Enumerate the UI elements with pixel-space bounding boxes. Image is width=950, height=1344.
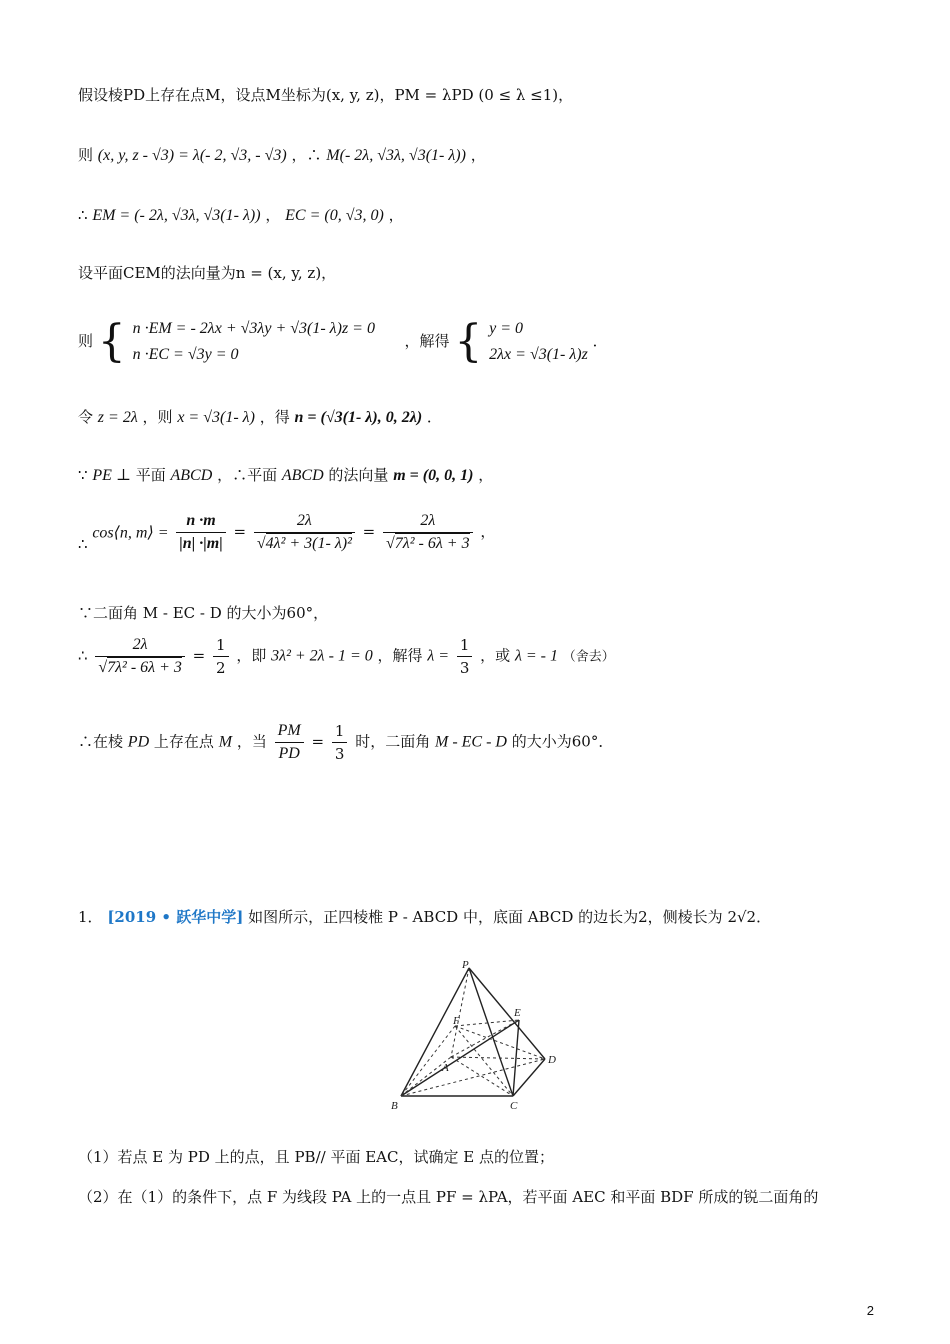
label-b: B xyxy=(391,1100,398,1112)
cos-fraction-1: $\frac{n \cdot m}{|n| \cdot|m|}$ xyxy=(176,512,225,553)
text-line-10: ∴ $\frac{2\lambda}{\text{√7λ² - 6λ + 3}}$ = $\frac{1}{2}$ ，即 3λ² + 2λ - 1 = 0 ，解得 λ = $\frac{1}{3}$ ，或 λ = - 1 （舍去） xyxy=(78,636,615,677)
equation-lambda: (x, y, z - √3) = λ(- 2, √3, - √3) xyxy=(97,147,287,164)
label-a: A xyxy=(442,1062,449,1074)
text-line-11: ∴在棱 PD 上存在点 M ，当 $\frac{PM}{PD}$ = $\frac{1}{3}$ 时，二面角 M - EC - D 的大小为60°． xyxy=(78,722,614,763)
label-p: P xyxy=(462,959,469,971)
cos-fraction-3: $\frac{2\lambda}{\text{√7λ² - 6λ + 3}}$ xyxy=(383,512,473,553)
text-line-9: ∵二面角 M - EC - D 的大小为60°， xyxy=(78,604,329,622)
label-e: E xyxy=(514,1007,521,1019)
equation-system-2: y = 0 2λx = √3(1- λ)z xyxy=(489,320,588,363)
vector-ec: EC = (0, √3, 0) xyxy=(285,207,384,224)
text-line-4: 设平面CEM的法向量为n = (x, y, z)， xyxy=(78,264,337,282)
text-line-7: ∵ PE ⊥ 平面 ABCD ，∴平面 ABCD 的法向量 m = (0, 0, 1) ， xyxy=(78,466,494,484)
page-number: 2 xyxy=(866,1303,874,1318)
question-1: （1）若点 E 为 PD 上的点，且 PB// 平面 EAC，试确定 E 点的位置； xyxy=(78,1148,554,1166)
equation-system-1: n ·EM = - 2λx + √3λy + √3(1- λ)z = 0 n ·EC = √3y = 0 xyxy=(132,320,375,363)
source-tag: [2019 • 跃华中学] xyxy=(107,908,244,926)
text-line-1: 假设棱PD上存在点M，设点M坐标为(x, y, z)，PM = λPD (0 ≤ λ ≤1)， xyxy=(78,86,574,104)
label-d: D xyxy=(548,1054,556,1066)
text-line-6: 令 z = 2λ ，则 x = √3(1- λ) ，得 n = (√3(1- λ), 0, 2λ) ． xyxy=(78,408,442,426)
label-f: F xyxy=(453,1015,460,1027)
vector-em: EM = (- 2λ, √3λ, √3(1- λ)) xyxy=(92,207,261,224)
text-line-2: 则 (x, y, z - √3) = λ(- 2, √3, - √3) ，∴ M(- 2λ, √3λ, √3(1- λ)) ， xyxy=(78,146,486,164)
text-line-3: ∴ EM = (- 2λ, √3λ, √3(1- λ)) ， EC = (0, √3, 0) ， xyxy=(78,206,404,224)
text-line-8: ∴ cos⟨n, m⟩ = $\frac{n \cdot m}{|n| \cdot|m|}$ = $\frac{2\lambda}{\text{√4λ² + 3(1- λ)²}}$ = $\frac{2\lambda}{\text{√7λ² - 6λ + 3}}$ ， xyxy=(78,512,496,553)
normal-vector-n: n = (√3(1- λ), 0, 2λ) xyxy=(294,409,423,426)
question-2: （2）在（1）的条件下，点 F 为线段 PA 上的一点且 PF = λPA，若平面 AEC 和平面 BDF 所成的锐二面角的 xyxy=(78,1188,819,1206)
angle-equation-lhs: $\frac{2\lambda}{\text{√7λ² - 6λ + 3}}$ xyxy=(95,636,185,677)
normal-vector-m: m = (0, 0, 1) xyxy=(393,467,474,484)
point-m-coords: M(- 2λ, √3λ, √3(1- λ)) xyxy=(326,147,466,164)
cos-fraction-2: $\frac{2\lambda}{\text{√4λ² + 3(1- λ)²}}$ xyxy=(254,512,355,553)
problem-statement: 1． [2019 • 跃华中学] 如图所示，正四棱椎 P - ABCD 中，底面 ABCD 的边长为2，侧棱长为 2√2． xyxy=(78,908,772,926)
pyramid-figure xyxy=(385,956,585,1116)
label-c: C xyxy=(510,1100,518,1112)
text-line-5: 则 { n ·EM = - 2λx + √3λy + √3(1- λ)z = 0 n ·EC = √3y = 0 ，解得 { y = 0 2λx = √3(1- λ)z ． xyxy=(78,316,608,367)
